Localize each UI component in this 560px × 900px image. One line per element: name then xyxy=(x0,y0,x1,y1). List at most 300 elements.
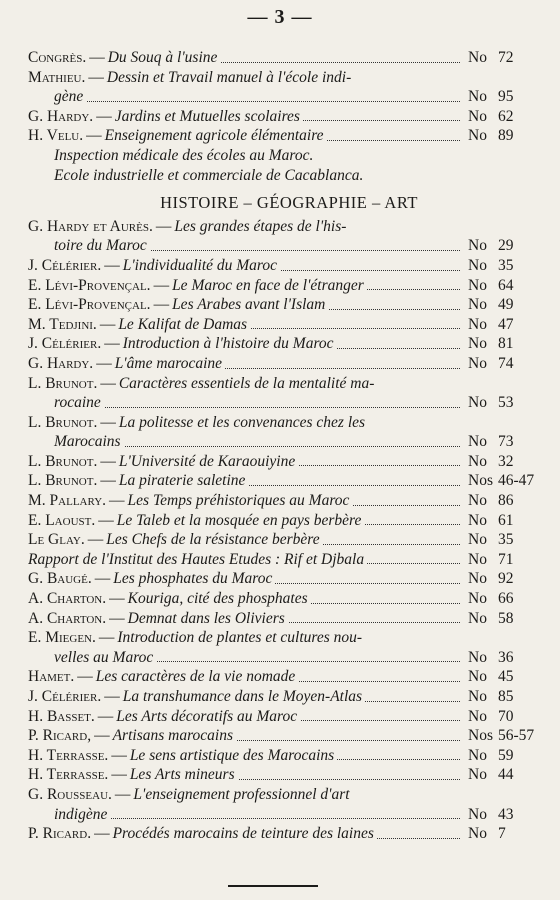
entry-line xyxy=(28,335,337,352)
entry-number: 35 xyxy=(498,256,514,274)
table-of-contents xyxy=(28,48,550,844)
entry-number: 49 xyxy=(498,296,514,314)
entry-number-label: No xyxy=(468,550,487,568)
entry-number-column xyxy=(464,126,550,146)
entry-number: 36 xyxy=(498,648,514,666)
entry-author: G. Rousseau. xyxy=(28,785,112,803)
entry-line xyxy=(28,747,337,764)
entry-author: G. Hardy. xyxy=(28,107,94,125)
entry-line xyxy=(28,786,353,803)
entry-number: 32 xyxy=(498,452,514,470)
entry-number-label: No xyxy=(468,688,487,705)
entry-text xyxy=(28,765,464,785)
entry-number-column xyxy=(464,511,550,531)
entry-number-label: No xyxy=(468,511,487,529)
entry-number: 66 xyxy=(498,590,514,608)
entry-author: Le Glay. xyxy=(28,531,85,549)
entry-text xyxy=(28,628,464,648)
section-entry-list xyxy=(28,217,550,844)
entry-line xyxy=(28,296,328,313)
entry-title: La piraterie saletine xyxy=(118,472,246,490)
entry-title: Les grandes étapes de l'his- xyxy=(174,217,347,235)
list-item xyxy=(28,295,550,315)
entry-number-column xyxy=(464,746,550,766)
entry-title: Kouriga, cité des phosphates xyxy=(127,590,308,608)
dash-separator: — xyxy=(111,746,127,764)
entry-number-column xyxy=(464,589,550,609)
dash-separator: — xyxy=(114,785,131,803)
entry-line xyxy=(28,727,236,744)
list-item-continuation xyxy=(28,805,550,825)
dash-separator: — xyxy=(104,256,120,274)
entry-number: 59 xyxy=(498,746,514,764)
sub-line: Ecole industrielle et commerciale de Cacablanca. xyxy=(54,166,364,184)
entry-number: 46-47 xyxy=(498,472,535,490)
dot-leader xyxy=(54,407,460,408)
dash-separator: — xyxy=(100,452,116,470)
entry-number-label: No xyxy=(468,296,487,314)
entry-number: 72 xyxy=(498,49,514,66)
sub-line: Inspection médicale des écoles au Maroc. xyxy=(54,146,314,164)
entry-author: A. Charton. xyxy=(28,590,107,608)
entry-title-continuation: indigène xyxy=(54,806,110,823)
entry-title: Enseignement agricole élémentaire xyxy=(104,127,324,145)
entry-number-column xyxy=(464,687,550,707)
entry-number-label: No xyxy=(468,315,487,333)
list-item xyxy=(28,707,550,727)
entry-title: Le Kalifat de Damas xyxy=(118,315,248,333)
entry-number: 56-57 xyxy=(498,727,535,745)
entry-number-column xyxy=(464,569,550,589)
entry-text xyxy=(28,236,464,256)
entry-line xyxy=(28,277,367,294)
entry-number: 43 xyxy=(498,805,514,823)
entry-number-column xyxy=(464,805,550,825)
entry-number-label: No xyxy=(468,394,487,412)
entry-number-label: No xyxy=(468,127,487,145)
entry-title: Rapport de l'Institut des Hautes Etudes : Rif et Djbala xyxy=(28,550,365,568)
entry-number-label: No xyxy=(468,805,487,823)
entry-line xyxy=(28,766,238,783)
entry-text xyxy=(28,374,464,394)
bottom-rule xyxy=(228,885,318,887)
entry-line xyxy=(28,668,298,685)
entry-number-column xyxy=(464,667,550,687)
list-item xyxy=(28,452,550,472)
entry-author: J. Célérier. xyxy=(28,688,102,705)
entry-author: J. Célérier. xyxy=(28,335,102,353)
list-item xyxy=(28,276,550,296)
entry-text xyxy=(28,276,464,296)
entry-author: Hamet. xyxy=(28,668,75,686)
entry-text xyxy=(28,315,464,335)
list-item xyxy=(28,785,550,805)
entry-line xyxy=(28,218,349,235)
entry-line xyxy=(28,610,288,627)
entry-number-label: No xyxy=(468,707,487,725)
entry-number-label: No xyxy=(468,590,487,608)
dash-separator: — xyxy=(98,629,115,647)
entry-line xyxy=(28,492,352,509)
entry-title: Du Souq à l'usine xyxy=(107,49,218,66)
list-item xyxy=(28,48,550,68)
entry-text xyxy=(28,530,464,550)
entry-text xyxy=(28,393,464,413)
entry-text xyxy=(28,550,464,570)
entry-text xyxy=(28,217,464,237)
entry-text xyxy=(28,295,464,315)
entry-number-label: No xyxy=(468,88,487,106)
list-item xyxy=(28,256,550,276)
dash-separator: — xyxy=(100,472,116,490)
list-item xyxy=(28,374,550,394)
list-item xyxy=(28,511,550,531)
entry-title: L'Université de Karaouiyine xyxy=(118,452,296,470)
entry-author: L. Brunot. xyxy=(28,472,98,490)
entry-number-label: Nos xyxy=(468,727,493,745)
entry-number-column xyxy=(464,765,550,785)
dash-separator: — xyxy=(109,590,125,608)
entry-text xyxy=(28,107,464,127)
entry-number: 74 xyxy=(498,354,514,372)
entry-text xyxy=(28,667,464,687)
dash-separator: — xyxy=(98,511,114,529)
list-item xyxy=(28,824,550,844)
page-number: — 3 — xyxy=(247,6,313,28)
list-item xyxy=(28,746,550,766)
entry-number-label: No xyxy=(468,609,487,627)
dash-separator: — xyxy=(96,107,112,125)
dash-separator: — xyxy=(94,570,111,588)
entry-author: Congrès. xyxy=(28,49,87,66)
entry-author: P. Ricard. xyxy=(28,825,92,843)
entry-line xyxy=(28,453,298,470)
entry-number-label: No xyxy=(468,433,487,451)
entry-line xyxy=(28,708,300,725)
entry-author: Mathieu. xyxy=(28,68,86,86)
list-item xyxy=(28,609,550,629)
dash-separator: — xyxy=(94,825,110,843)
entry-author: E. Lévi-Provençal. xyxy=(28,276,151,294)
list-item xyxy=(28,413,550,433)
entry-author: A. Charton. xyxy=(28,609,107,627)
entry-text xyxy=(28,68,464,88)
entry-title: Les Chefs de la résistance berbère xyxy=(106,531,320,549)
entry-number: 58 xyxy=(498,609,514,627)
entry-author: H. Terrasse. xyxy=(28,766,109,784)
sub-line-list xyxy=(28,146,550,185)
list-item xyxy=(28,126,550,146)
entry-title-continuation: Marocains xyxy=(54,433,124,450)
entry-number: 70 xyxy=(498,707,514,725)
entry-author: J. Célérier. xyxy=(28,256,102,274)
entry-text xyxy=(28,726,464,746)
list-item xyxy=(28,667,550,687)
entry-line xyxy=(28,512,364,529)
entry-text xyxy=(28,785,464,805)
entry-line xyxy=(28,69,354,86)
entry-title: Introduction de plantes et cultures nou- xyxy=(117,629,363,647)
dash-separator: — xyxy=(96,354,112,372)
entry-number-label: Nos xyxy=(468,472,493,490)
entry-number-label: No xyxy=(468,648,487,666)
list-item-continuation xyxy=(28,432,550,452)
entry-title-continuation: velles au Maroc xyxy=(54,649,156,666)
entry-number-column xyxy=(464,609,550,629)
entry-title: Le Maroc en face de l'étranger xyxy=(172,276,364,294)
entry-number: 61 xyxy=(498,511,514,529)
dot-leader xyxy=(54,818,460,819)
entry-number-column xyxy=(464,648,550,668)
list-item xyxy=(28,107,550,127)
list-item xyxy=(28,315,550,335)
entry-title: Les Arts décoratifs au Maroc xyxy=(116,707,298,725)
list-item-continuation xyxy=(28,236,550,256)
entry-title: Caractères essentiels de la mentalité ma- xyxy=(118,374,375,392)
entry-title-continuation: toire du Maroc xyxy=(54,237,150,254)
entry-title: Artisans marocains xyxy=(112,727,234,745)
entry-title-continuation: gène xyxy=(54,88,86,105)
list-item-continuation xyxy=(28,393,550,413)
entry-line xyxy=(28,472,248,489)
entry-text xyxy=(28,334,464,354)
entry-author: M. Tedjini. xyxy=(28,315,97,333)
entry-number-column xyxy=(464,354,550,374)
entry-number: 92 xyxy=(498,570,514,588)
entry-title: L'individualité du Maroc xyxy=(122,256,277,274)
entry-text xyxy=(28,609,464,629)
dash-separator: — xyxy=(77,668,93,686)
entry-title: La politesse et les convenances chez les xyxy=(118,413,366,431)
entry-line xyxy=(28,629,365,646)
entry-number-column xyxy=(464,236,550,256)
entry-author: G. Hardy. xyxy=(28,354,94,372)
entry-line xyxy=(28,375,377,392)
entry-number: 53 xyxy=(498,394,514,412)
entry-title-continuation: rocaine xyxy=(54,394,104,411)
entry-number-label: No xyxy=(468,256,487,274)
entry-author: E. Miegen. xyxy=(28,629,96,647)
entry-number-label: No xyxy=(468,570,487,588)
entry-number-column xyxy=(464,295,550,315)
entry-text xyxy=(28,413,464,433)
entry-number-label: No xyxy=(468,746,487,764)
dash-separator: — xyxy=(109,492,125,510)
entry-number: 73 xyxy=(498,433,514,451)
entry-title: Les Arabes avant l'Islam xyxy=(172,296,326,314)
entry-number-label: No xyxy=(468,492,487,510)
entry-line xyxy=(28,551,367,568)
list-item xyxy=(28,765,550,785)
dash-separator: — xyxy=(153,276,170,294)
list-item-continuation xyxy=(28,648,550,668)
dash-separator: — xyxy=(94,727,110,745)
entry-number-label: No xyxy=(468,825,487,843)
entry-number-label: No xyxy=(468,531,487,549)
entry-line xyxy=(28,108,303,125)
entry-number-column xyxy=(464,530,550,550)
entry-number: 62 xyxy=(498,107,514,125)
entry-text xyxy=(28,805,464,825)
dash-separator: — xyxy=(104,335,120,353)
entry-text xyxy=(28,491,464,511)
entry-number: 71 xyxy=(498,550,514,568)
entry-number-column xyxy=(464,256,550,276)
entry-title: Demnat dans les Oliviers xyxy=(127,609,285,627)
entry-text xyxy=(28,126,464,146)
entry-title: L'enseignement professionnel d'art xyxy=(133,785,350,803)
dash-separator: — xyxy=(109,609,125,627)
section-heading: HISTOIRE – GÉOGRAPHIE – ART xyxy=(160,193,418,213)
entry-author: E. Lévi-Provençal. xyxy=(28,296,151,314)
list-item xyxy=(28,687,550,707)
entry-number: 35 xyxy=(498,531,514,549)
entry-number-column xyxy=(464,107,550,127)
dash-separator: — xyxy=(155,217,172,235)
entry-number-column xyxy=(464,452,550,472)
entry-text xyxy=(28,746,464,766)
entry-author: H. Velu. xyxy=(28,127,84,145)
entry-number-column xyxy=(464,550,550,570)
entry-author: L. Brunot. xyxy=(28,374,98,392)
entry-title: Les Arts mineurs xyxy=(129,766,235,784)
entry-number-column xyxy=(464,48,550,68)
entry-line xyxy=(28,531,323,548)
dash-separator: — xyxy=(99,315,116,333)
entry-line xyxy=(28,825,377,842)
dash-separator: — xyxy=(88,68,104,86)
list-item xyxy=(28,68,550,88)
entry-number-label: No xyxy=(468,49,487,66)
list-item xyxy=(28,589,550,609)
entry-title: L'âme marocaine xyxy=(114,354,223,372)
entry-text xyxy=(28,432,464,452)
entry-number-column xyxy=(464,87,550,107)
top-entry-list xyxy=(28,48,550,146)
dot-leader xyxy=(54,101,460,102)
dash-separator: — xyxy=(89,49,105,66)
entry-number-label: No xyxy=(468,452,487,470)
list-item xyxy=(28,530,550,550)
entry-author: H. Terrasse. xyxy=(28,746,109,764)
dash-separator: — xyxy=(104,688,120,705)
entry-number-column xyxy=(464,315,550,335)
entry-number-label: No xyxy=(468,276,487,294)
entry-number: 7 xyxy=(498,825,506,843)
entry-title: Le sens artistique des Marocains xyxy=(129,746,335,764)
entry-number: 81 xyxy=(498,335,514,353)
entry-title: Dessin et Travail manuel à l'école indi- xyxy=(106,68,352,86)
entry-text xyxy=(28,256,464,276)
entry-title: Procédés marocains de teinture des laines xyxy=(112,825,374,843)
entry-number-label: No xyxy=(468,335,487,353)
entry-title: Les Temps préhistoriques au Maroc xyxy=(127,492,350,510)
entry-line xyxy=(28,590,311,607)
entry-number-label: No xyxy=(468,107,487,125)
list-item xyxy=(28,471,550,491)
dash-separator: — xyxy=(100,374,116,392)
entry-text xyxy=(28,589,464,609)
entry-number-column xyxy=(464,491,550,511)
entry-line xyxy=(28,688,365,705)
entry-number-column xyxy=(464,726,550,746)
entry-text xyxy=(28,824,464,844)
entry-number-column xyxy=(464,824,550,844)
list-item xyxy=(28,726,550,746)
dash-separator: — xyxy=(100,413,116,431)
entry-number: 45 xyxy=(498,668,514,686)
entry-line xyxy=(28,414,368,431)
entry-line xyxy=(28,127,327,144)
entry-number-label: No xyxy=(468,668,487,686)
entry-text xyxy=(28,687,464,707)
entry-number-label: No xyxy=(468,354,487,372)
dash-separator: — xyxy=(153,296,170,314)
entry-author: L. Brunot. xyxy=(28,413,98,431)
entry-text xyxy=(28,48,464,68)
entry-title: Les caractères de la vie nomade xyxy=(95,668,296,686)
entry-title: Jardins et Mutuelles scolaires xyxy=(114,107,300,125)
entry-text xyxy=(28,569,464,589)
entry-number: 29 xyxy=(498,237,514,255)
entry-number-column xyxy=(464,334,550,354)
entry-author: M. Pallary. xyxy=(28,492,107,510)
entry-text xyxy=(28,511,464,531)
entry-text xyxy=(28,87,464,107)
entry-number: 86 xyxy=(498,492,514,510)
entry-line xyxy=(28,49,220,66)
entry-text xyxy=(28,354,464,374)
entry-number: 47 xyxy=(498,315,514,333)
entry-title: Introduction à l'histoire du Maroc xyxy=(122,335,334,353)
entry-number-column xyxy=(464,276,550,296)
entry-number-column xyxy=(464,393,550,413)
entry-line xyxy=(28,257,280,274)
entry-number: 64 xyxy=(498,276,514,294)
entry-number-column xyxy=(464,432,550,452)
dash-separator: — xyxy=(111,766,127,784)
entry-author: P. Ricard, xyxy=(28,727,92,745)
list-item-continuation xyxy=(28,87,550,107)
entry-number-label: No xyxy=(468,766,487,784)
entry-author: E. Laoust. xyxy=(28,511,96,529)
entry-author: L. Brunot. xyxy=(28,452,98,470)
entry-number: 95 xyxy=(498,88,514,106)
entry-author: G. Baugé. xyxy=(28,570,92,588)
list-item xyxy=(28,217,550,237)
entry-line xyxy=(28,570,275,587)
entry-text xyxy=(28,648,464,668)
entry-text xyxy=(28,707,464,727)
entry-text xyxy=(28,452,464,472)
entry-title: La transhumance dans le Moyen-Atlas xyxy=(122,688,363,705)
entry-author: H. Basset. xyxy=(28,707,95,725)
entry-number: 44 xyxy=(498,766,514,784)
dash-separator: — xyxy=(87,531,104,549)
list-item xyxy=(28,569,550,589)
list-item xyxy=(28,334,550,354)
entry-number-label: No xyxy=(468,237,487,255)
dash-separator: — xyxy=(86,127,102,145)
dash-separator: — xyxy=(97,707,114,725)
entry-number: 85 xyxy=(498,688,514,705)
entry-line xyxy=(28,316,250,333)
entry-number-column xyxy=(464,707,550,727)
entry-title: Les phosphates du Maroc xyxy=(113,570,273,588)
list-item xyxy=(28,354,550,374)
entry-number: 89 xyxy=(498,127,514,145)
list-item xyxy=(28,550,550,570)
